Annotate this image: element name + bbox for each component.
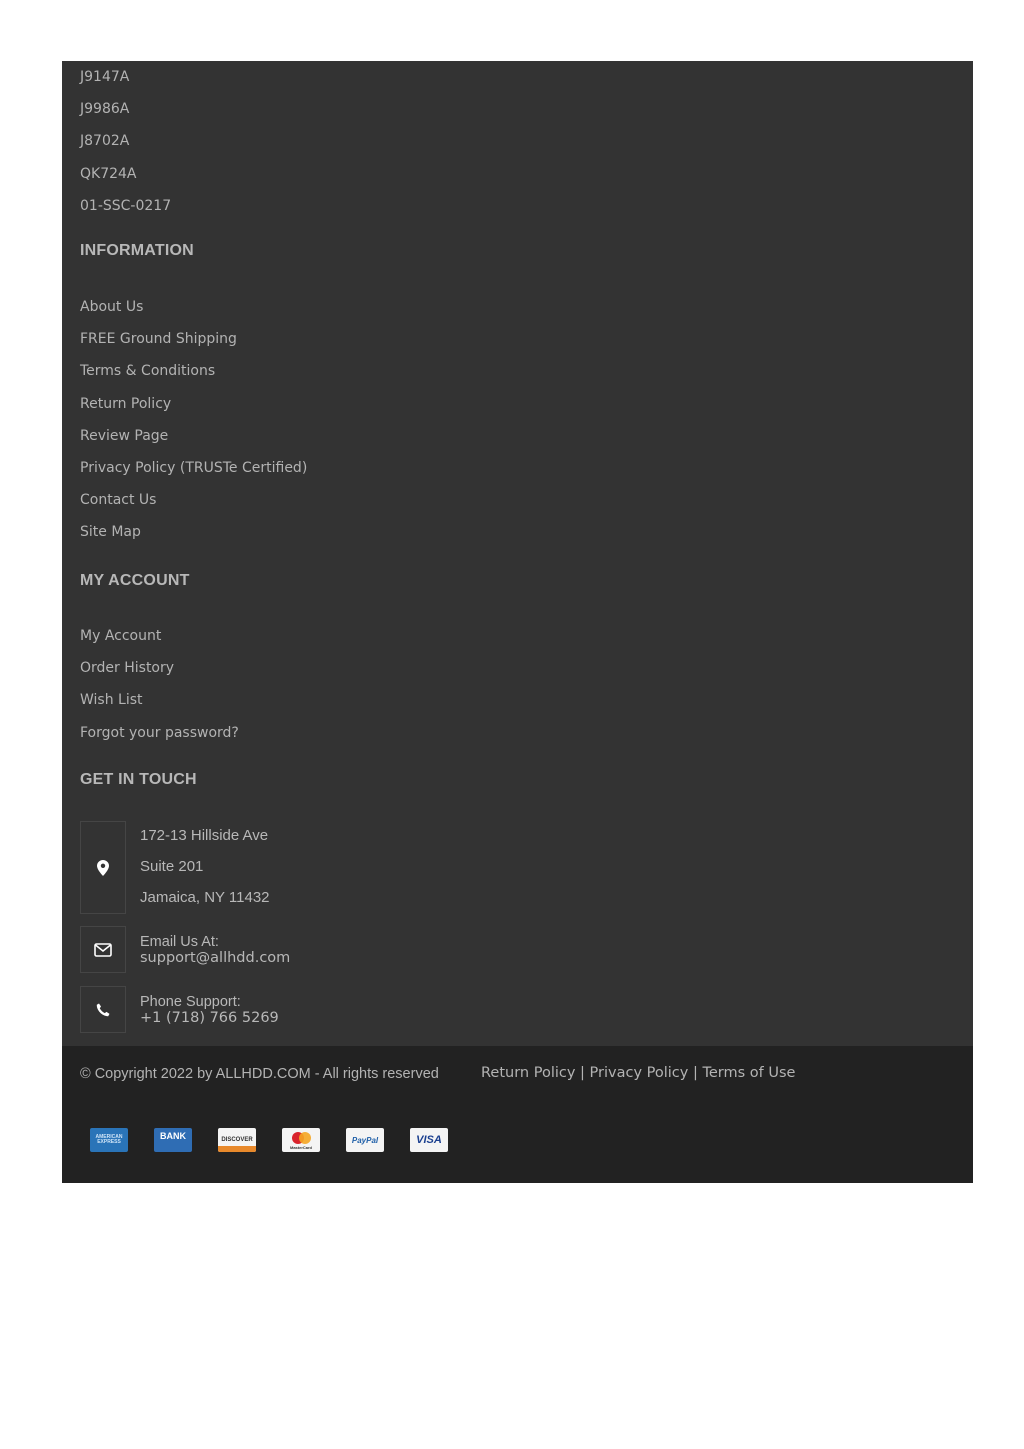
list-item	[80, 454, 307, 486]
part-link[interactable]: J8702A	[80, 133, 130, 150]
address-line: Jamaica, NY 11432	[140, 889, 270, 906]
copyright-text: © Copyright 2022 by ALLHDD.COM - All rights reserved	[80, 1066, 439, 1082]
information-heading: INFORMATION	[80, 242, 194, 259]
list-item	[80, 160, 171, 192]
free-shipping-link[interactable]: FREE Ground Shipping	[80, 331, 237, 348]
mastercard-card-icon	[282, 1128, 320, 1152]
site-footer	[62, 61, 973, 1183]
bottom-privacy-policy-link[interactable]: Privacy Policy	[589, 1065, 689, 1081]
review-page-link[interactable]: Review Page	[80, 427, 169, 444]
wish-list-link[interactable]: Wish List	[80, 692, 143, 709]
information-link-list	[80, 293, 307, 551]
site-map-link[interactable]: Site Map	[80, 524, 141, 541]
list-item	[80, 293, 307, 325]
email-text	[140, 934, 290, 966]
parts-link-list	[80, 63, 171, 224]
part-link[interactable]: J9986A	[80, 101, 130, 118]
footer-main	[62, 61, 973, 1046]
envelope-icon	[80, 926, 126, 973]
list-item	[80, 127, 171, 159]
list-item	[80, 390, 307, 422]
email-label: Email Us At:	[140, 934, 219, 950]
terms-link[interactable]: Terms & Conditions	[80, 363, 216, 380]
footer-bottom-bar	[62, 1046, 973, 1183]
part-link[interactable]: J9147A	[80, 69, 130, 85]
list-item	[80, 654, 239, 686]
order-history-link[interactable]: Order History	[80, 660, 175, 677]
list-item	[80, 486, 307, 518]
my-account-link[interactable]: My Account	[80, 628, 162, 644]
list-item	[80, 719, 239, 751]
contact-us-link[interactable]: Contact Us	[80, 492, 157, 509]
mastercard-text: MasterCard	[289, 1145, 312, 1150]
bottom-links	[481, 1065, 795, 1081]
paypal-card-icon: PayPal	[346, 1128, 384, 1152]
visa-card-icon: VISA	[410, 1128, 448, 1152]
address-line: 172-13 Hillside Ave	[140, 827, 269, 844]
bottom-return-policy-link[interactable]: Return Policy	[481, 1065, 576, 1081]
link-separator: |	[580, 1065, 585, 1081]
list-item	[80, 686, 239, 718]
phone-number[interactable]: +1 (718) 766 5269	[140, 1010, 279, 1026]
phone-text	[140, 994, 279, 1026]
list-item	[80, 95, 171, 127]
list-item	[80, 63, 171, 95]
list-item	[80, 422, 307, 454]
list-item	[80, 325, 307, 357]
map-marker-icon	[80, 821, 126, 914]
email-link[interactable]: support@allhdd.com	[140, 950, 291, 966]
part-link[interactable]: QK724A	[80, 165, 137, 182]
mastercard-logo-icon	[290, 1132, 312, 1144]
about-us-link[interactable]: About Us	[80, 299, 144, 315]
address-line: Suite 201	[140, 858, 204, 875]
amex-card-icon: AMERICAN EXPRESS	[90, 1128, 128, 1152]
discover-card-icon: DISCOVER	[218, 1128, 256, 1152]
part-link[interactable]: 01-SSC-0217	[80, 197, 172, 214]
phone-label: Phone Support:	[140, 994, 241, 1010]
forgot-password-link[interactable]: Forgot your password?	[80, 724, 239, 741]
address-lines	[140, 825, 270, 918]
return-policy-link[interactable]: Return Policy	[80, 395, 172, 412]
privacy-policy-link[interactable]: Privacy Policy (TRUSTe Certified)	[80, 459, 308, 476]
bottom-terms-of-use-link[interactable]: Terms of Use	[702, 1065, 796, 1081]
bank-card-icon: BANK	[154, 1128, 192, 1152]
link-separator: |	[692, 1065, 698, 1081]
list-item	[80, 622, 239, 654]
get-in-touch-heading: GET IN TOUCH	[80, 771, 197, 788]
list-item	[80, 192, 171, 224]
my-account-link-list	[80, 622, 239, 751]
list-item	[80, 357, 307, 389]
phone-icon	[80, 986, 126, 1033]
payment-methods	[90, 1128, 448, 1152]
list-item	[80, 518, 307, 550]
my-account-heading: MY ACCOUNT	[80, 572, 190, 589]
